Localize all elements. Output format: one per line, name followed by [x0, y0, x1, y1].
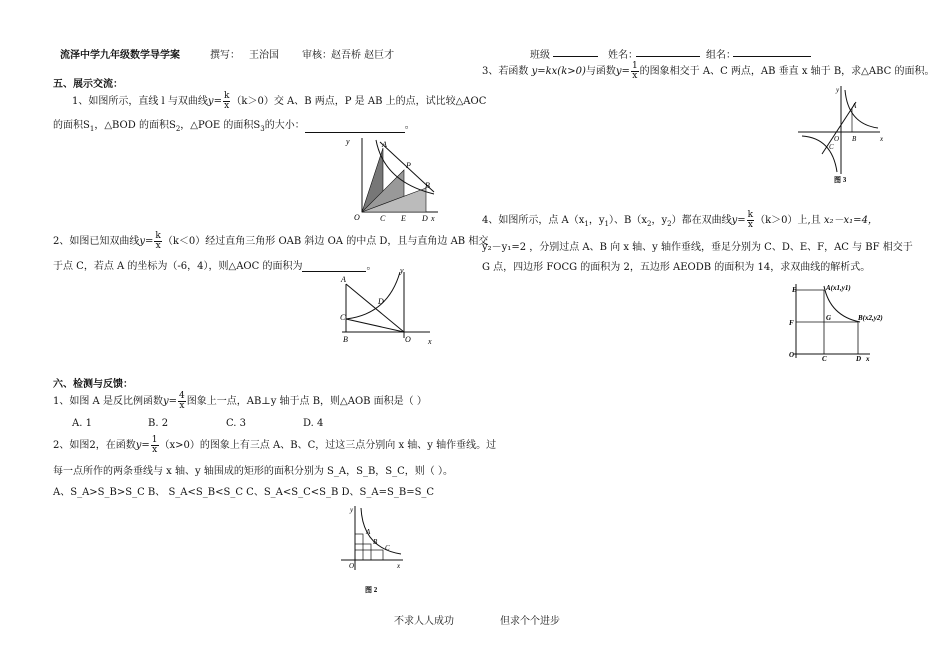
s6-q2-line1: 2、如图2，在函数y= $\frac{1}{x}$ （x>0）的图象上有三点 A、B、C，过这三点分别向 x 轴、y 轴作垂线。过 [53, 435, 497, 455]
s5-q1-cond: （k＞0）交 A、B 两点，P 是 AB 上的点，试比较△AOC [231, 96, 487, 107]
svg-text:D: D [856, 355, 862, 363]
svg-text:O: O [349, 562, 355, 570]
figure-3-hyperbola-line [798, 84, 888, 184]
s5-q3-line: 3、若函数 y=kx(k>0)与函数y= $\frac{1}{x}$ 的图象相交于 A、C 两点，AB 垂直 x 轴于 B，求△ABC 的面积。 [482, 61, 935, 81]
s6-q1-option-d[interactable]: D. 4 [303, 418, 324, 429]
svg-text:O: O [354, 213, 360, 222]
section5-title: 五、展示交流： [53, 79, 123, 90]
svg-text:G: G [826, 314, 832, 322]
fig2-caption: 图 2 [365, 586, 378, 594]
s6-q1-line: 1、如图 A 是反比例函数y= $\frac{4}{x}$ 图象上一点，AB⊥y 轴于点 B，则△AOB 面积是（ ） [53, 391, 427, 411]
figure-q2-hyperbola [338, 268, 443, 348]
s6-q2-options[interactable]: A、S_A>S_B>S_C B、 S_A<S_B<S_C C、S_A<S_C<S_B D、S_A=S_B=S_C [53, 487, 435, 498]
figure-q1-triangles [340, 132, 440, 222]
svg-text:x: x [866, 355, 870, 363]
svg-text:C: C [385, 544, 390, 552]
s5-q1-line2: 的面积$S_1$，△BOD 的面积$S_2$，△POE 的面积$S_3$的大小： 。 [53, 120, 415, 133]
author-label: 撰写： [210, 50, 240, 61]
s5-q2-fraction: $\frac{k}{x}$ [155, 231, 161, 251]
s5-q2-line2: 于点 C，若点 A 的坐标为（-6，4），则△AOC 的面积为 。 [53, 261, 377, 272]
reviewer-names: 赵吾桥 赵巨才 [331, 50, 395, 61]
svg-text:F: F [789, 319, 794, 327]
s5-q1-yeq: y= [207, 96, 222, 107]
footer-motto-right: 但求个个进步 [500, 616, 560, 627]
group-label: 组名： [706, 50, 736, 61]
svg-text:B: B [852, 135, 857, 143]
svg-text:E: E [401, 214, 406, 222]
svg-text:B(x2,y2): B(x2,y2) [858, 314, 883, 322]
fig3-caption: 图 3 [834, 176, 847, 184]
class-blank[interactable] [553, 46, 598, 57]
s6-q1-option-a[interactable]: A. 1 [72, 418, 92, 429]
school-title: 流泽中学九年级数学导学案 [60, 50, 180, 61]
s5-q4-fraction: $\frac{k}{x}$ [747, 210, 754, 230]
footer-motto-left: 不求人人成功 [394, 616, 454, 627]
svg-text:B: B [373, 538, 378, 546]
svg-text:D: D [422, 214, 428, 222]
author-name: 王治国 [249, 50, 279, 61]
s5-q1-line1 [72, 92, 486, 111]
svg-text:O: O [834, 135, 840, 143]
s5-q1-text-a: 1、如图所示，直线 l 与双曲线 [72, 96, 208, 107]
svg-text:A: A [341, 275, 346, 284]
svg-text:C: C [380, 214, 386, 222]
svg-text:x: x [431, 214, 435, 222]
s5-q4-line1: 4、如图所示，点 $A(x_1$，$y_1$）、$B(x_2$，$y_2$）都在双曲线y= $\frac{k}{x}$ （k＞0）上,且 x₂－x₁=4， [482, 210, 878, 230]
svg-text:O: O [789, 351, 795, 359]
svg-text:C: C [822, 355, 827, 363]
svg-text:x: x [428, 337, 432, 346]
svg-text:D: D [378, 297, 384, 306]
s6-q2-fraction: $\frac{1}{x}$ [151, 435, 158, 455]
s5-q3-fraction: $\frac{1}{x}$ [631, 61, 638, 81]
s6-q1-option-c[interactable]: C. 3 [226, 418, 247, 429]
s5-q4-line3: G 点，四边形 FOCG 的面积为 2，五边形 AEODB 的面积为 14，求双曲线的解析式。 [482, 262, 871, 273]
s6-q2-line2: 每一点所作的两条垂线与 x 轴、y 轴围成的矩形的面积分别为 S_A，S_B，S_C，则（ ）。 [53, 466, 453, 477]
svg-text:y: y [836, 86, 840, 94]
section6-title: 六、检测与反馈： [53, 379, 133, 390]
figure-4-pentagon [784, 278, 884, 363]
svg-text:x: x [397, 562, 401, 570]
s6-q1-fraction: $\frac{4}{x}$ [178, 391, 185, 411]
svg-text:A: A [366, 528, 371, 536]
svg-text:P: P [406, 161, 411, 170]
class-label: 班级 [530, 50, 550, 61]
svg-text:y: y [346, 137, 350, 146]
group-blank[interactable] [733, 46, 811, 57]
svg-text:A: A [852, 102, 857, 110]
name-blank[interactable] [636, 46, 700, 57]
svg-text:A: A [382, 140, 387, 149]
s6-q1-option-b[interactable]: B. 2 [148, 418, 169, 429]
figure-2-rectangles [337, 504, 407, 599]
svg-text:A(x1,y1): A(x1,y1) [826, 284, 851, 292]
svg-text:C: C [829, 143, 834, 151]
svg-text:O: O [405, 335, 411, 344]
s5-q4-line2: y₂－y₁=2 ，分别过点 A、B 向 x 轴、y 轴作垂线，垂足分别为 C、D、E、F，AC 与 BF 相交于 [482, 242, 913, 253]
reviewer-label: 审核： [302, 50, 332, 61]
svg-text:y: y [400, 268, 404, 275]
svg-text:x: x [880, 135, 884, 143]
name-label: 姓名： [608, 50, 638, 61]
svg-text:y: y [350, 506, 354, 514]
s5-q1-fraction: $\frac{k}{x}$ [223, 91, 230, 111]
svg-text:C: C [340, 313, 346, 322]
svg-text:B: B [425, 181, 430, 190]
s5-q2-line1: 2、如图已知双曲线y= $\frac{k}{x}$ （k＜0）经过直角三角形 OAB 斜边 OA 的中点 D，且与直角边 AB 相交 [53, 231, 489, 251]
svg-text:E: E [792, 286, 797, 294]
svg-text:B: B [343, 335, 348, 344]
